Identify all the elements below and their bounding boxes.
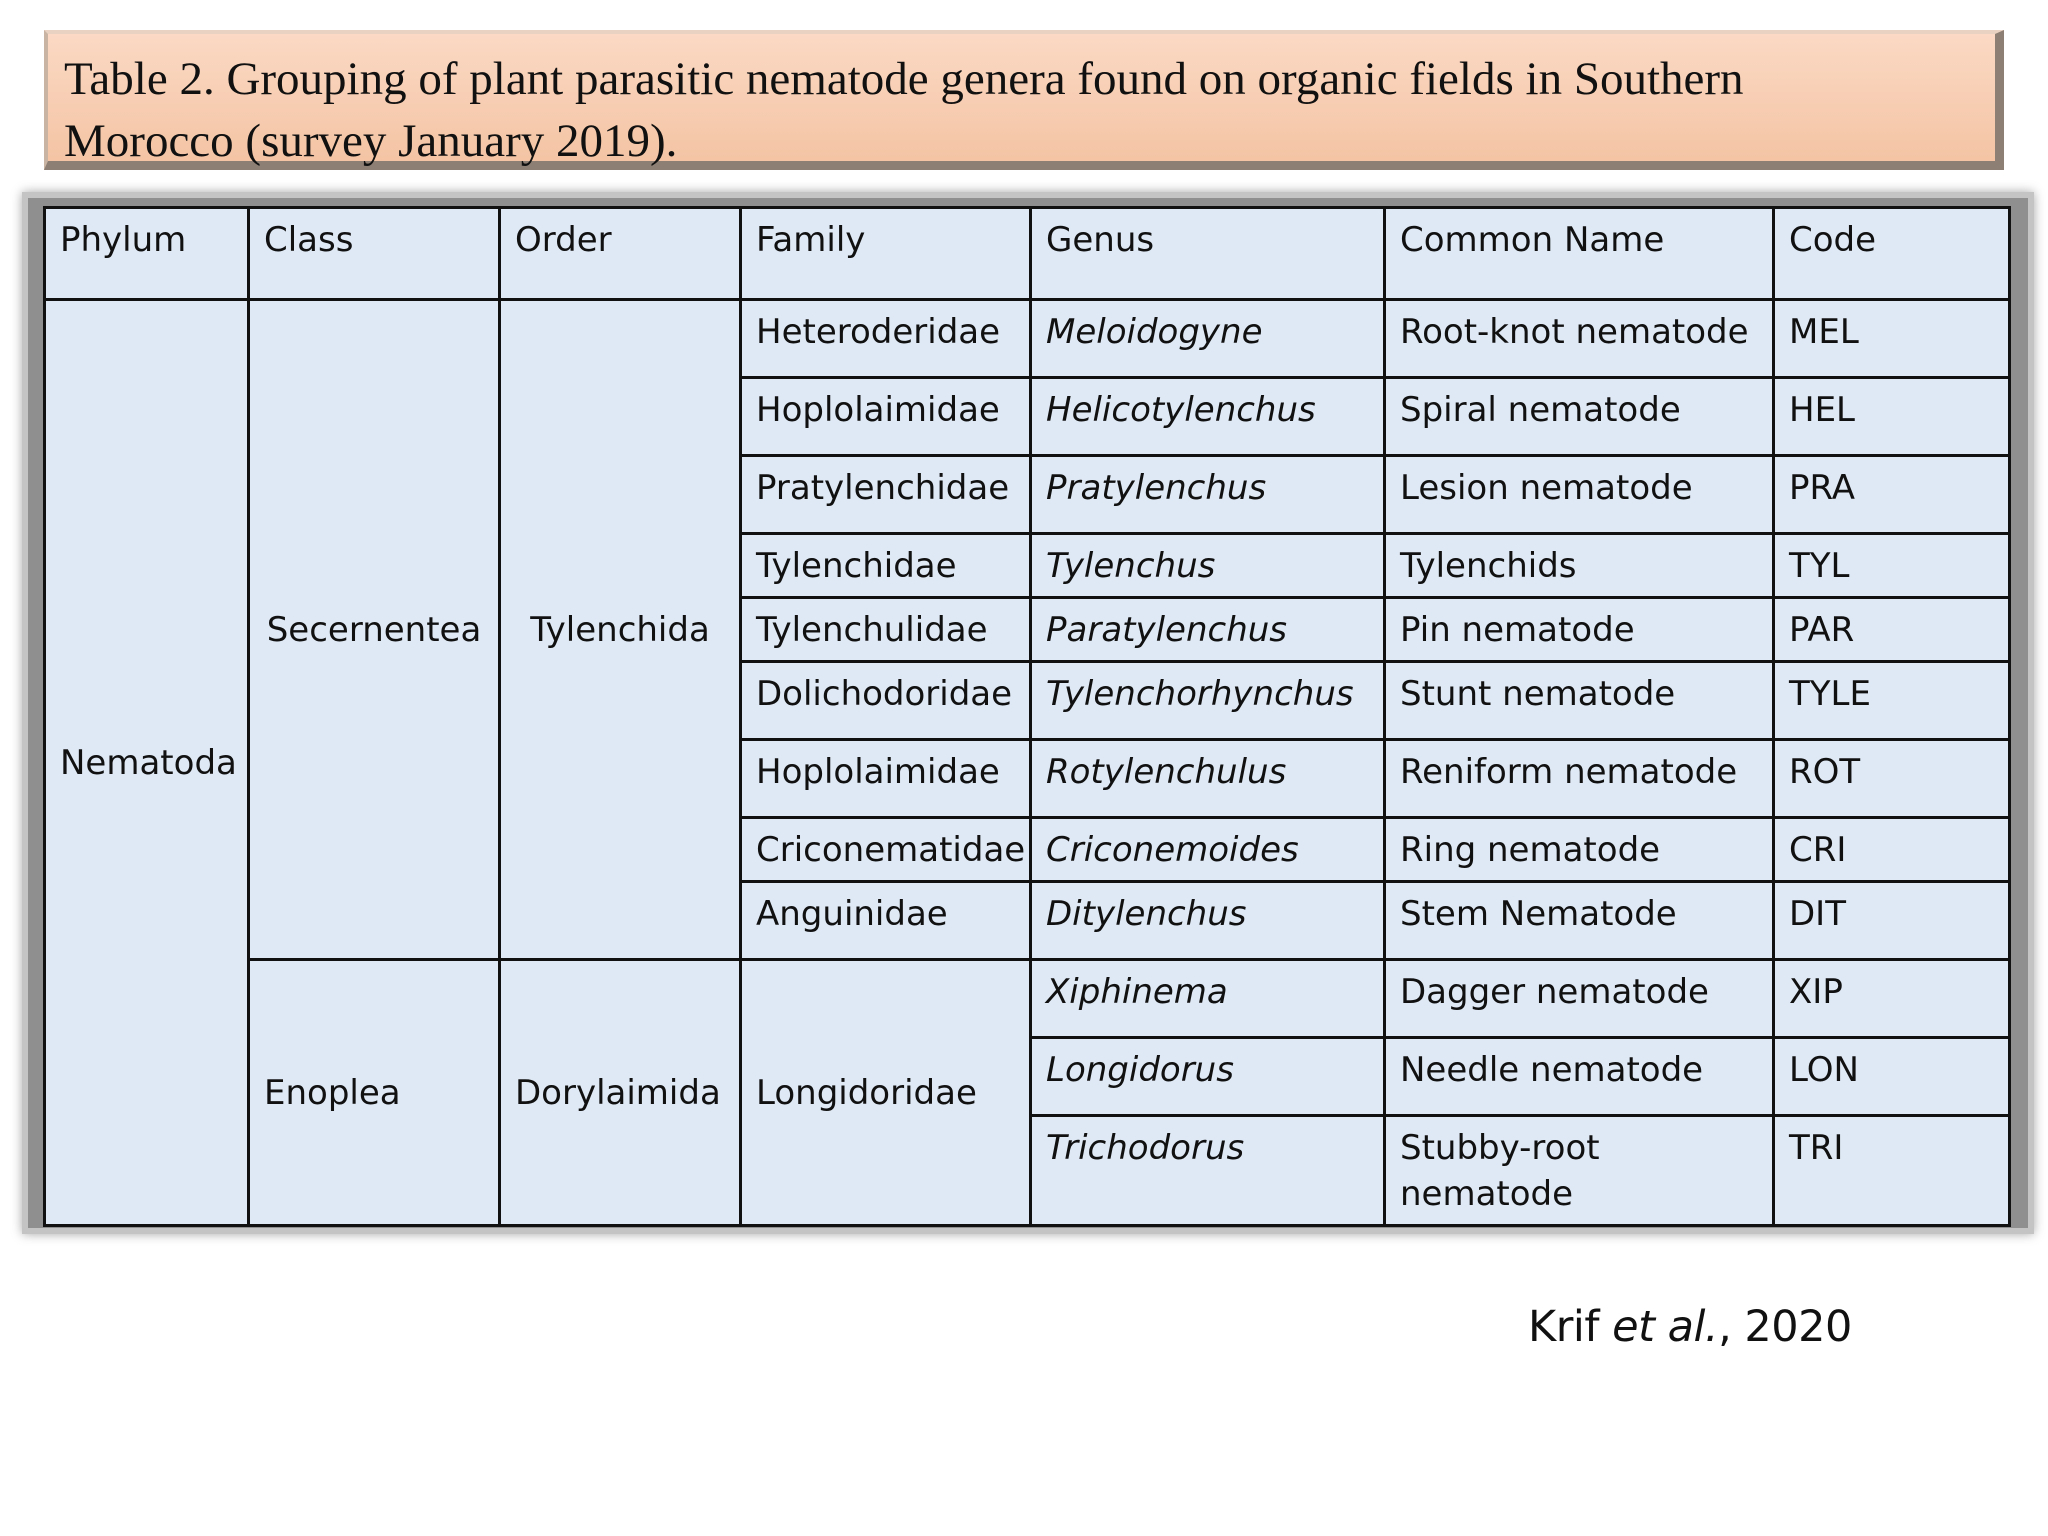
common-name-cell: Needle nematode: [1385, 1038, 1774, 1116]
citation-et-al: et al.: [1612, 1302, 1719, 1352]
code-cell: MEL: [1774, 300, 2010, 378]
family-cell: Criconematidae: [741, 818, 1031, 882]
nematode-table: [43, 206, 2011, 1227]
phylum-cell: Nematoda: [45, 300, 249, 1226]
genus-cell: Xiphinema: [1031, 960, 1385, 1038]
citation: [1528, 1302, 1852, 1352]
header-order: Order: [500, 208, 741, 300]
code-cell: PAR: [1774, 598, 2010, 662]
code-cell: TRI: [1774, 1116, 2010, 1226]
genus-cell: Longidorus: [1031, 1038, 1385, 1116]
caption-line-2: Morocco (survey January 2019).: [64, 115, 678, 167]
header-phylum: Phylum: [45, 208, 249, 300]
code-cell: HEL: [1774, 378, 2010, 456]
genus-cell: Meloidogyne: [1031, 300, 1385, 378]
genus-cell: Rotylenchulus: [1031, 740, 1385, 818]
family-cell: Tylenchidae: [741, 534, 1031, 598]
header-code: Code: [1774, 208, 2010, 300]
genus-cell: Criconemoides: [1031, 818, 1385, 882]
common-name-cell: Stubby-root nematode: [1385, 1116, 1774, 1226]
family-cell: Pratylenchidae: [741, 456, 1031, 534]
common-name-cell: Reniform nematode: [1385, 740, 1774, 818]
common-name-cell: Root-knot nematode: [1385, 300, 1774, 378]
genus-cell: Helicotylenchus: [1031, 378, 1385, 456]
genus-cell: Tylenchus: [1031, 534, 1385, 598]
genus-cell: Trichodorus: [1031, 1116, 1385, 1226]
header-common-name: Common Name: [1385, 208, 1774, 300]
common-name-cell: Stem Nematode: [1385, 882, 1774, 960]
table-row: [45, 960, 2010, 1038]
family-cell: Dolichodoridae: [741, 662, 1031, 740]
family-cell: Tylenchulidae: [741, 598, 1031, 662]
caption-line-1: Table 2. Grouping of plant parasitic nematode genera found on organic fields in Southern: [64, 53, 1744, 105]
table-caption: [44, 30, 2004, 170]
code-cell: XIP: [1774, 960, 2010, 1038]
header-genus: Genus: [1031, 208, 1385, 300]
family-cell: Anguinidae: [741, 882, 1031, 960]
code-cell: LON: [1774, 1038, 2010, 1116]
family-cell: Hoplolaimidae: [741, 378, 1031, 456]
common-name-cell: Spiral nematode: [1385, 378, 1774, 456]
common-name-cell: Tylenchids: [1385, 534, 1774, 598]
genus-cell: Pratylenchus: [1031, 456, 1385, 534]
genus-cell: Ditylenchus: [1031, 882, 1385, 960]
common-name-cell: Stunt nematode: [1385, 662, 1774, 740]
common-name-cell: Pin nematode: [1385, 598, 1774, 662]
header-class: Class: [249, 208, 500, 300]
common-name-cell: Ring nematode: [1385, 818, 1774, 882]
class-cell-secernentea: Secernentea: [249, 300, 500, 960]
code-cell: CRI: [1774, 818, 2010, 882]
code-cell: PRA: [1774, 456, 2010, 534]
table-row: [45, 300, 2010, 378]
family-cell: Heteroderidae: [741, 300, 1031, 378]
code-cell: ROT: [1774, 740, 2010, 818]
common-name-cell: Lesion nematode: [1385, 456, 1774, 534]
header-family: Family: [741, 208, 1031, 300]
genus-cell: Tylenchorhynchus: [1031, 662, 1385, 740]
header-row: [45, 208, 2010, 300]
family-cell: Hoplolaimidae: [741, 740, 1031, 818]
order-cell-tylenchida: Tylenchida: [500, 300, 741, 960]
order-cell-dorylaimida: Dorylaimida: [500, 960, 741, 1226]
citation-author: Krif: [1528, 1302, 1613, 1352]
class-cell-enoplea: Enoplea: [249, 960, 500, 1226]
code-cell: TYL: [1774, 534, 2010, 598]
citation-year: , 2020: [1718, 1302, 1852, 1352]
family-cell-longidoridae: Longidoridae: [741, 960, 1031, 1226]
genus-cell: Paratylenchus: [1031, 598, 1385, 662]
common-name-cell: Dagger nematode: [1385, 960, 1774, 1038]
code-cell: TYLE: [1774, 662, 2010, 740]
code-cell: DIT: [1774, 882, 2010, 960]
